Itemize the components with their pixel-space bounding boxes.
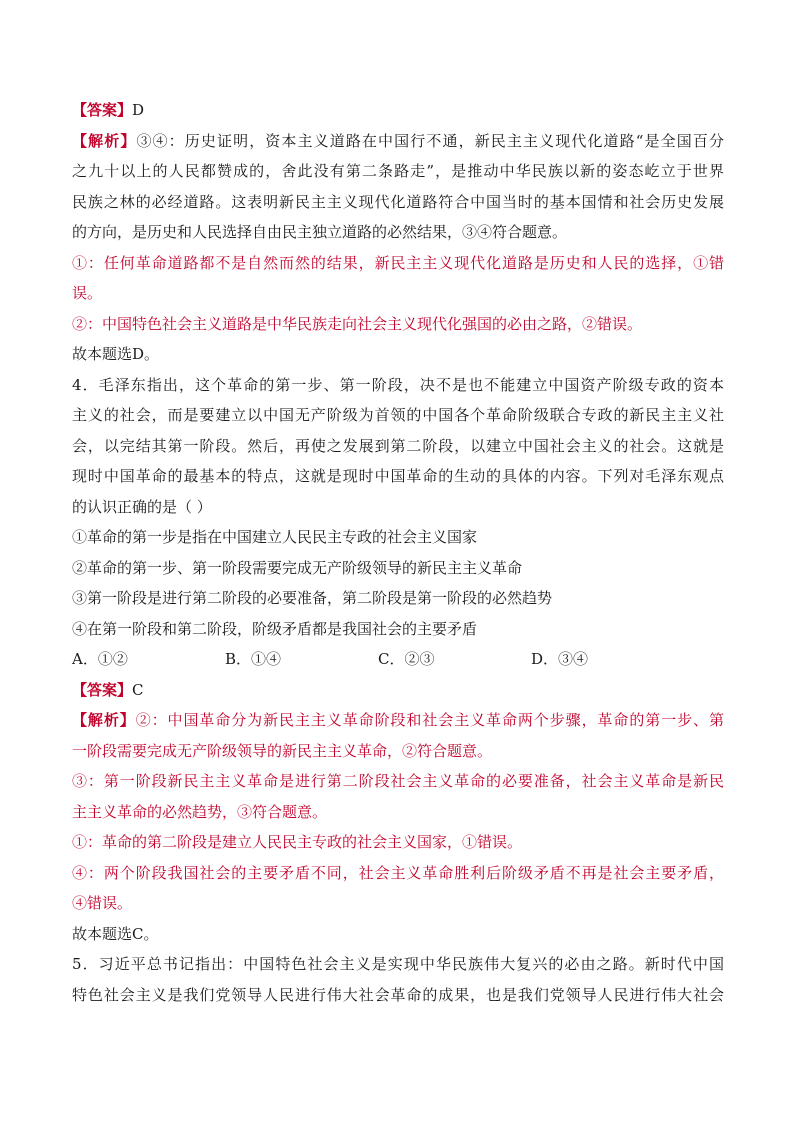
question-stem: 特色社会主义是我们党领导人民进行伟大社会革命的成果，也是我们党领导人民进行伟大社会 bbox=[72, 985, 724, 1004]
wrong-option-note: ④错误。 bbox=[72, 894, 133, 912]
analysis-line: ③：第一阶段新民主主义革命是进行第二阶段社会主义革命的必要准备，社会主义革命是新民 bbox=[72, 772, 724, 790]
wrong-option-note: ①：革命的第二阶段是建立人民民主专政的社会主义国家，①错误。 bbox=[72, 833, 523, 851]
statement-item: ①革命的第一步是指在中国建立人民民主专政的社会主义国家 bbox=[72, 528, 478, 546]
wrong-option-note: 误。 bbox=[72, 284, 103, 302]
answer-label: 【答案】 bbox=[72, 680, 133, 699]
statement-item: ②革命的第一步、第一阶段需要完成无产阶级领导的新民主主义革命 bbox=[72, 558, 523, 577]
choice-c: C．②③ bbox=[378, 650, 435, 668]
statement-item: ③第一阶段是进行第二阶段的必要准备，第二阶段是第一阶段的必然趋势 bbox=[72, 589, 553, 607]
answer-value: D bbox=[132, 101, 145, 119]
analysis-label: 【解析】 bbox=[72, 131, 137, 150]
answer-label: 【答案】 bbox=[72, 101, 133, 119]
question-stem: 主义的社会，而是要建立以中国无产阶级为首领的中国各个革命阶级联合专政的新民主主义社 bbox=[72, 406, 724, 424]
wrong-option-note: ④：两个阶段我国社会的主要矛盾不同，社会主义革命胜利后阶级矛盾不再是社会主要矛盾， bbox=[72, 863, 724, 882]
analysis-line: 民族之林的必经道路。这表明新民主主义现代化道路符合中国当时的基本国情和社会历史发展 bbox=[72, 192, 724, 211]
question-stem: 现时中国革命的最基本的特点，这就是现时中国革命的生动的具体的内容。下列对毛泽东观点 bbox=[72, 467, 724, 485]
document-page bbox=[72, 95, 724, 1010]
analysis-line: 的方向，是历史和人民选择自由民主独立道路的必然结果，③④符合题意。 bbox=[72, 223, 568, 241]
question-stem: 5．习近平总书记指出：中国特色社会主义是实现中华民族伟大复兴的必由之路。新时代中国 bbox=[72, 955, 724, 973]
analysis-line bbox=[72, 126, 724, 157]
analysis-line: 一阶段需要完成无产阶级领导的新民主主义革命，②符合题意。 bbox=[72, 741, 493, 760]
statement-item: ④在第一阶段和第二阶段，阶级矛盾都是我国社会的主要矛盾 bbox=[72, 619, 478, 638]
answer-value: C bbox=[132, 680, 144, 699]
choice-options bbox=[72, 644, 724, 675]
analysis-line: 主主义革命的必然趋势，③符合题意。 bbox=[72, 802, 328, 821]
analysis-label: 【解析】 bbox=[72, 711, 136, 729]
answer-line-q3 bbox=[72, 95, 724, 126]
choice-d: D．③④ bbox=[531, 650, 589, 668]
wrong-option-note: ②：中国特色社会主义道路是中华民族走向社会主义现代化强国的必由之路，②错误。 bbox=[72, 314, 643, 333]
analysis-text: ③④：历史证明，资本主义道路在中国行不通，新民主主义现代化道路“是全国百分 bbox=[136, 131, 724, 150]
wrong-option-note: ①：任何革命道路都不是自然而然的结果，新民主主义现代化道路是历史和人民的选择，①错 bbox=[72, 253, 724, 272]
choice-a: A．①② bbox=[72, 650, 128, 668]
analysis-line: 之九十以上的人民都赞成的，舍此没有第二条路走”，是推动中华民族以新的姿态屹立于世界 bbox=[72, 162, 724, 180]
analysis-text: ②：中国革命分为新民主主义革命阶段和社会主义革命两个步骤，革命的第一步、第 bbox=[135, 711, 724, 729]
question-stem: 的认识正确的是（ ） bbox=[72, 497, 212, 516]
question-stem: 4．毛泽东指出，这个革命的第一步、第一阶段，决不是也不能建立中国资产阶级专政的资本 bbox=[72, 375, 724, 394]
choice-b: B．①④ bbox=[225, 650, 282, 668]
answer-line-q4 bbox=[72, 675, 724, 706]
conclusion: 故本题选D。 bbox=[72, 345, 160, 363]
conclusion: 故本题选C。 bbox=[72, 924, 159, 943]
analysis-line bbox=[72, 705, 724, 736]
question-stem: 会，以完结其第一阶段。然后，再使之发展到第二阶段，以建立中国社会主义的社会。这就是 bbox=[72, 436, 724, 455]
